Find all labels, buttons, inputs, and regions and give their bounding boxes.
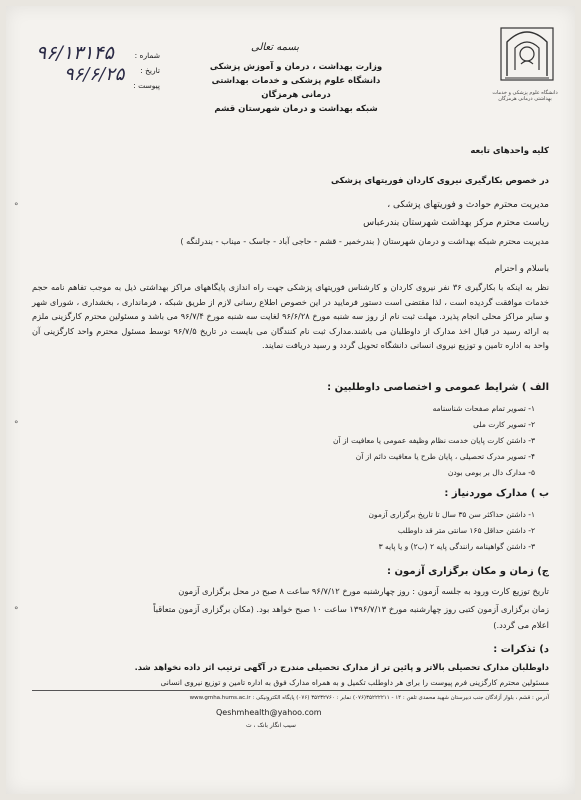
number-label: شماره : xyxy=(134,51,160,60)
university-emblem-icon xyxy=(497,18,557,84)
section-d-title: د) تذکرات : xyxy=(493,644,549,655)
section-d-item: داوطلبان مدارک تحصیلی بالاتر و پائین تر از مدارک تحصیلی مندرج در آگهی ترتیب اثر داده نخواهد شد. xyxy=(134,662,549,672)
section-c-item: زمان برگزاری آزمون کتبی روز چهارشنبه مورخ ۱۳۹۶/۷/۱۳ ساعت ۱۰ صبح خواهد بود. (مکان برگزاری آزمون متعاقباً xyxy=(153,604,549,614)
binder-mark: ° xyxy=(14,606,19,616)
recipient-line: مدیریت محترم حوادث و فوریتهای پزشکی ، xyxy=(387,200,549,210)
handwritten-date: ۹۶/۶/۲۵ xyxy=(64,64,125,85)
section-b-item: ۳- داشتن گواهینامه رانندگی پایه ۲ (ب۲) و یا پایه ۳ xyxy=(378,542,535,551)
section-c-item: تاریخ توزیع کارت ورود به جلسه آزمون : روز چهارشنبه مورخ ۹۶/۷/۱۲ ساعت ۸ صبح در محل برگزاری آزمون xyxy=(178,586,549,596)
section-b-title: ب ) مدارک موردنیاز : xyxy=(444,488,549,499)
section-b-item: ۱- داشتن حداکثر سن ۳۵ سال تا تاریخ برگزاری آزمون xyxy=(368,510,535,519)
recipient-line: ریاست محترم مرکز بهداشت شهرستان بندرعباس xyxy=(363,218,549,228)
section-a-item: ۵- مدارک دال بر بومی بودن xyxy=(447,468,535,477)
section-c-title: ج) زمان و مکان برگزاری آزمون : xyxy=(387,566,549,577)
letterhead xyxy=(201,60,391,116)
footer-email: Qeshmhealth@yahoo.com xyxy=(216,708,322,717)
section-a-title: الف ) شرایط عمومی و اختصاصی داوطلبین : xyxy=(327,382,549,393)
letterhead-line: دانشگاه علوم پزشکی و خدمات بهداشتی درمانی هرمزگان xyxy=(211,76,381,100)
date-label: تاریخ : xyxy=(140,66,160,75)
greeting: باسلام و احترام xyxy=(494,264,549,274)
footer-bank: سیب انگار بانک ، ت xyxy=(246,722,296,729)
section-a-item: ۱- تصویر تمام صفحات شناسنامه xyxy=(432,404,535,413)
letter-page xyxy=(6,6,575,794)
subject: در خصوص بکارگیری نیروی کاردان فوریتهای پزشکی xyxy=(331,176,549,186)
binder-mark: ° xyxy=(14,420,19,430)
attachment-label: پیوست : xyxy=(133,81,160,90)
letterhead-line: وزارت بهداشت ، درمان و آموزش پزشکی xyxy=(209,62,383,72)
section-d-item: مسئولین محترم کارگزینی فرم پیوست را برای هر داوطلب تکمیل و به همراه مدارک فوق به اداره تامین و توزیع نیروی انسانی xyxy=(160,678,549,687)
section-a-item: ۲- تصویر کارت ملی xyxy=(473,420,535,429)
section-c-item: اعلام می گردد.) xyxy=(493,620,549,630)
section-a-item: ۴- تصویر مدرک تحصیلی ، پایان طرح یا معافیت دائم از آن xyxy=(355,452,535,461)
recipient-line: مدیریت محترم شبکه بهداشت و درمان شهرستان ( بندرخمیر - قشم - حاجی آباد - جاسک - میناب - بندرلنگه ) xyxy=(180,236,549,246)
bismillah: بسمه تعالی xyxy=(251,42,300,53)
binder-mark: ° xyxy=(14,202,19,212)
letterhead-line: شبکه بهداشت و درمان شهرستان قشم xyxy=(214,104,378,114)
section-a-item: ۳- داشتن کارت پایان خدمت نظام وظیفه عمومی یا معافیت از آن xyxy=(333,436,535,445)
handwritten-number: ۹۶/۱۳۱۴۵ xyxy=(36,42,114,64)
body-paragraph: نظر به اینکه با بکارگیری ۳۶ نفر نیروی کاردان و کارشناس فوریتهای پزشکی جهت راه اندازی پایگاههای مراکز بهداشتی ذیل به موجب تفاهم نامه حجم خدمات موافقت گردیده است ، لذا مقتضی است دستور فرمایید در این خصوص اطلاع رسانی لازم از طریق شبکه ، فرمانداری ، بخشداری ، شورای شهر و سایر مراکز محلی انجام پذیرد. مهلت ثبت نام از روز سه شنبه مورخ ۹۶/۶/۲۸ لغایت سه شنبه مورخ ۹۶/۷/۴ می باشد و مسئولین محترم کارگزینی ملزم به ارائه رسید در قبال اخذ مدارک از داوطلبان می باشند.مدارک ثبت نام کنندگان می بایست در تاریخ ۹۶/۷/۵ توسط مسئول محترم واحد کارگزینی آن واحد به اداره تامین و توزیع نیروی انسانی دانشگاه تحویل گردد و رسید دریافت نمایند. xyxy=(32,282,549,350)
section-b-item: ۲- داشتن حداقل ۱۶۵ سانتی متر قد داوطلب xyxy=(397,526,535,535)
footer-address: آدرس : قشم ، بلوار آزادگان جنب دبیرستان شهید محمدی تلفن : ۱۴ - ۳۵۲۲۲۲۱۱(۰۷۶) نمابر : ۳۵۲۳۲۷۶۰ (۰۷۶) پایگاه الکترونیکی : www.gmha.hums.ac.ir xyxy=(189,695,549,701)
emblem-caption: دانشگاه علوم پزشکی و خدمات بهداشتی درمانی هرمزگان xyxy=(492,90,558,102)
addressee: کلیه واحدهای تابعه xyxy=(470,146,549,156)
footer-divider xyxy=(32,690,549,691)
